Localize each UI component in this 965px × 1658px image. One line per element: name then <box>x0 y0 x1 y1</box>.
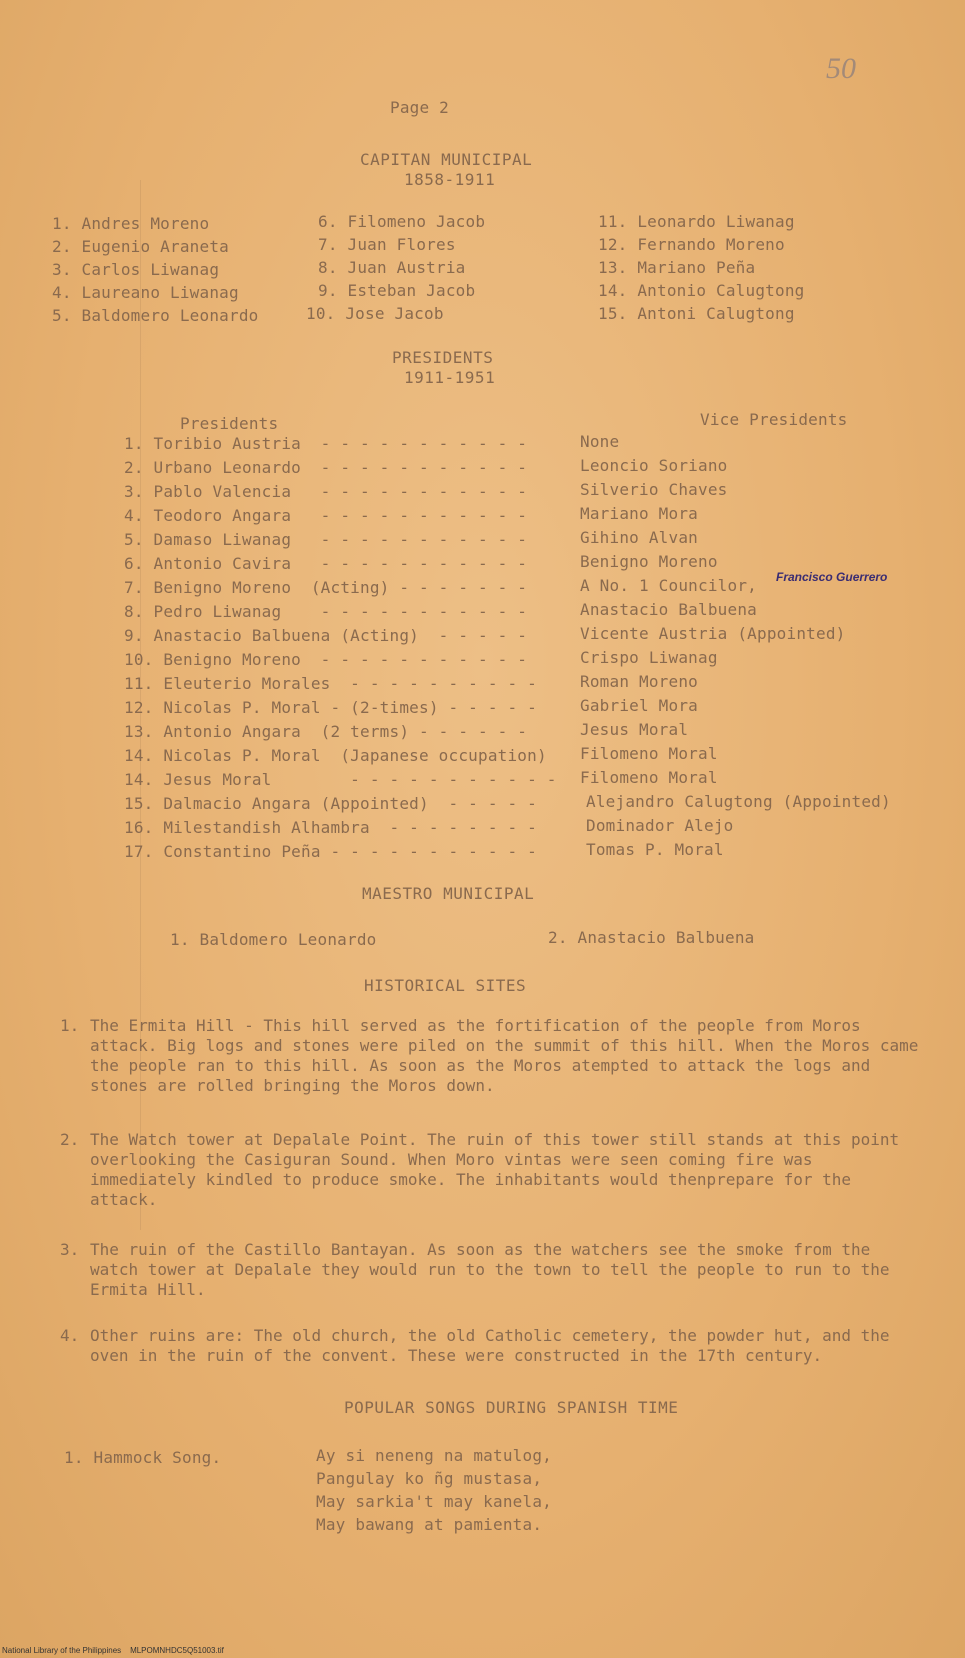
capitan-name: 3. Carlos Liwanag <box>52 260 220 279</box>
president-entry: 17. Constantino Peña - - - - - - - - - - - <box>124 842 537 861</box>
capitan-title: CAPITAN MUNICIPAL <box>360 150 533 169</box>
president-entry: 14. Nicolas P. Moral (Japanese occupation) <box>124 746 547 765</box>
presidents-title: PRESIDENTS <box>392 348 494 367</box>
president-entry: 9. Anastacio Balbuena (Acting) - - - - - <box>124 626 528 645</box>
president-entry: 6. Antonio Cavira - - - - - - - - - - - <box>124 554 528 573</box>
item-text: Other ruins are: The old church, the old Catholic cemetery, the powder hut, and the oven in the ruin of the convent. These were constructed in the 17th century. <box>90 1326 890 1365</box>
item-number: 1. <box>60 1016 80 1035</box>
vice-presidents-column-header: Vice Presidents <box>700 410 848 429</box>
handwritten-page-number: 50 <box>826 52 856 85</box>
capitan-name: 11. Leonardo Liwanag <box>598 212 795 231</box>
song-line: May bawang at pamienta. <box>316 1515 543 1534</box>
songs-title: POPULAR SONGS DURING SPANISH TIME <box>344 1398 679 1417</box>
item-text: The Ermita Hill - This hill served as the fortification of the people from Moros attack. Big logs and stones were piled on the summit of this hill. When the Moros came the people ran to this hill. As soon as the Moros atempted to attack the logs and stones are rolled bringing the Moros down. <box>90 1016 919 1095</box>
item-number: 2. <box>60 1130 80 1149</box>
vice-president-entry: Silverio Chaves <box>580 480 728 499</box>
song-line: Ay si neneng na matulog, <box>316 1446 552 1465</box>
capitan-name: 7. Juan Flores <box>318 235 456 254</box>
president-entry: 13. Antonio Angara (2 terms) - - - - - - <box>124 722 528 741</box>
vice-president-entry: Jesus Moral <box>580 720 689 739</box>
maestro-title: MAESTRO MUNICIPAL <box>362 884 535 903</box>
vice-president-entry: Roman Moreno <box>580 672 698 691</box>
presidents-years: 1911-1951 <box>404 368 496 387</box>
vice-president-entry: Crispo Liwanag <box>580 648 718 667</box>
maestro-item: 1. Baldomero Leonardo <box>170 930 377 949</box>
item-number: 3. <box>60 1240 80 1259</box>
capitan-name: 1. Andres Moreno <box>52 214 210 233</box>
vice-president-entry: Leoncio Soriano <box>580 456 728 475</box>
president-entry: 8. Pedro Liwanag - - - - - - - - - - - <box>124 602 528 621</box>
item-number: 4. <box>60 1326 80 1345</box>
vice-president-entry: Alejandro Calugtong (Appointed) <box>586 792 891 811</box>
handwritten-councilor-name: Francisco Guerrero <box>776 570 888 584</box>
president-entry: 1. Toribio Austria - - - - - - - - - - - <box>124 434 528 453</box>
capitan-name: 9. Esteban Jacob <box>318 281 476 300</box>
vice-president-entry: Filomeno Moral <box>580 768 718 787</box>
maestro-item: 2. Anastacio Balbuena <box>548 928 755 947</box>
president-entry: 7. Benigno Moreno (Acting) - - - - - - - <box>124 578 528 597</box>
vice-president-entry: Anastacio Balbuena <box>580 600 757 619</box>
vice-president-entry: A No. 1 Councilor, <box>580 576 757 595</box>
vice-president-entry: Dominador Alejo <box>586 816 734 835</box>
vice-president-entry: Filomeno Moral <box>580 744 718 763</box>
capitan-name: 10. Jose Jacob <box>306 304 444 323</box>
vice-president-entry: Gabriel Mora <box>580 696 698 715</box>
item-text: The ruin of the Castillo Bantayan. As soon as the watchers see the smoke from the watch tower at Depalale they would run to the town to tell the people to run to the Ermita Hill. <box>90 1240 890 1299</box>
president-entry: 2. Urbano Leonardo - - - - - - - - - - - <box>124 458 528 477</box>
song-label: 1. Hammock Song. <box>64 1448 222 1467</box>
historical-site-item <box>60 1016 920 1096</box>
president-entry: 16. Milestandish Alhambra - - - - - - - - <box>124 818 537 837</box>
capitan-name: 8. Juan Austria <box>318 258 466 277</box>
archive-footer: National Library of the Philippines MLPOMNHDC5Q51003.tif <box>2 1646 224 1655</box>
vice-president-entry: Gihino Alvan <box>580 528 698 547</box>
historical-site-item <box>60 1326 920 1366</box>
page-label: Page 2 <box>390 98 449 117</box>
historical-site-item <box>60 1240 920 1300</box>
vice-president-entry: Tomas P. Moral <box>586 840 724 859</box>
capitan-name: 6. Filomeno Jacob <box>318 212 486 231</box>
song-line: Pangulay ko ñg mustasa, <box>316 1469 543 1488</box>
vice-president-entry: None <box>580 432 620 451</box>
vice-president-entry: Vicente Austria (Appointed) <box>580 624 846 643</box>
capitan-name: 2. Eugenio Araneta <box>52 237 229 256</box>
vice-president-entry: Benigno Moreno <box>580 552 718 571</box>
capitan-name: 4. Laureano Liwanag <box>52 283 239 302</box>
president-entry: 14. Jesus Moral - - - - - - - - - - - <box>124 770 557 789</box>
capitan-name: 13. Mariano Peña <box>598 258 756 277</box>
historical-site-item <box>60 1130 920 1210</box>
item-text: The Watch tower at Depalale Point. The ruin of this tower still stands at this point overlooking the Casiguran Sound. When Moro vintas were seen coming fire was immediately kindled to produce smoke. The inhabitants would thenprepare for the attack. <box>90 1130 900 1209</box>
president-entry: 12. Nicolas P. Moral - (2-times) - - - - - <box>124 698 537 717</box>
vice-president-entry: Mariano Mora <box>580 504 698 523</box>
capitan-years: 1858-1911 <box>404 170 496 189</box>
president-entry: 11. Eleuterio Morales - - - - - - - - - - <box>124 674 537 693</box>
president-entry: 15. Dalmacio Angara (Appointed) - - - - - <box>124 794 537 813</box>
presidents-column-header: Presidents <box>180 414 279 433</box>
president-entry: 4. Teodoro Angara - - - - - - - - - - - <box>124 506 528 525</box>
president-entry: 10. Benigno Moreno - - - - - - - - - - - <box>124 650 528 669</box>
historical-title: HISTORICAL SITES <box>364 976 527 995</box>
president-entry: 3. Pablo Valencia - - - - - - - - - - - <box>124 482 528 501</box>
president-entry: 5. Damaso Liwanag - - - - - - - - - - - <box>124 530 528 549</box>
capitan-name: 15. Antoni Calugtong <box>598 304 795 323</box>
song-line: May sarkia't may kanela, <box>316 1492 552 1511</box>
capitan-name: 14. Antonio Calugtong <box>598 281 805 300</box>
capitan-name: 5. Baldomero Leonardo <box>52 306 259 325</box>
capitan-name: 12. Fernando Moreno <box>598 235 785 254</box>
